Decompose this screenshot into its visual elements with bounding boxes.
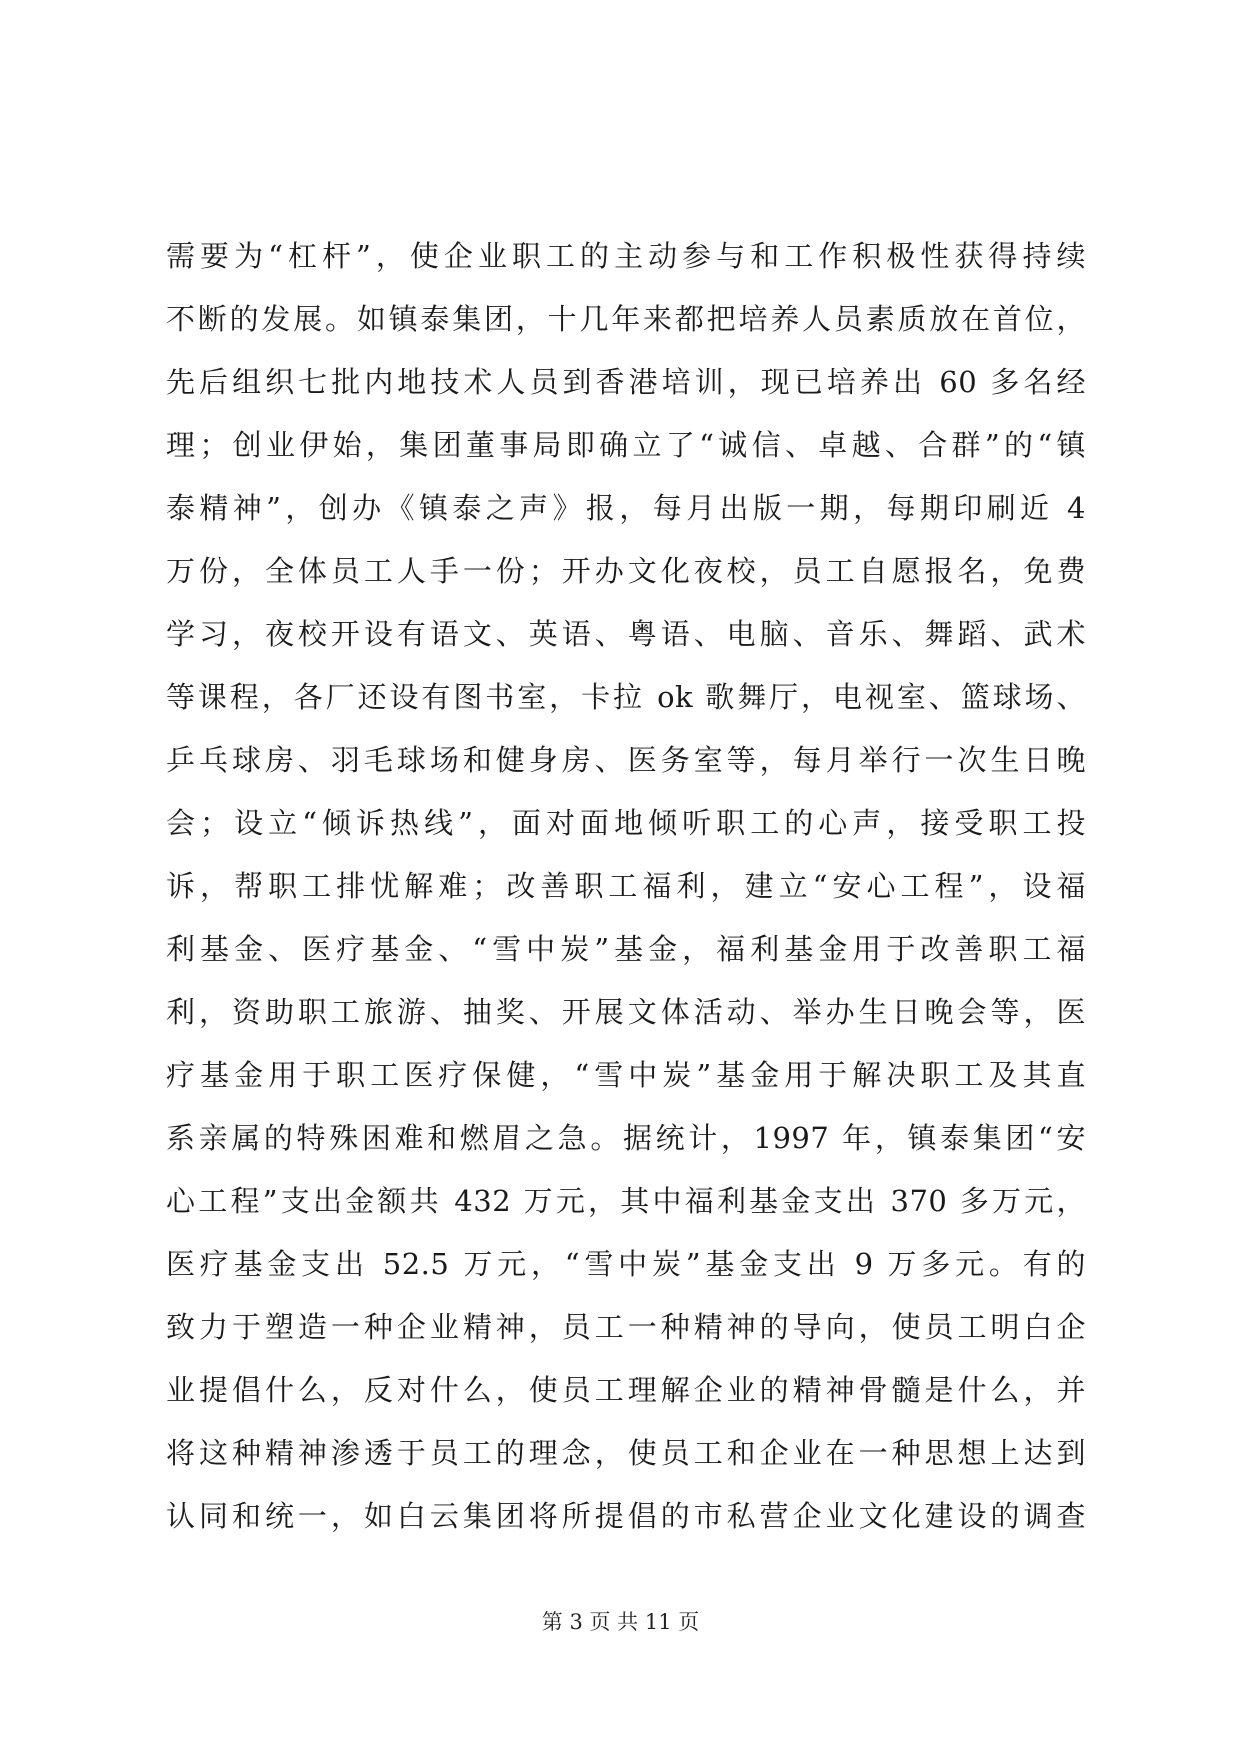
text-line-6: 万份，全体员工人手一份；开办文化夜校，员工自愿报名，免费	[166, 554, 1086, 588]
text-line-20: 将这种精神渗透于员工的理念，使员工和企业在一种思想上达到	[166, 1436, 1086, 1470]
text-line-7: 学习，夜校开设有语文、英语、粤语、电脑、音乐、舞蹈、武术	[166, 617, 1086, 651]
text-line-3: 先后组织七批内地技术人员到香港培训，现已培养出 60 多名经	[166, 365, 1086, 399]
text-line-19: 业提倡什么，反对什么，使员工理解企业的精神骨髓是什么，并	[166, 1373, 1086, 1407]
text-line-16: 心工程”支出金额共 432 万元，其中福利基金支出 370 多万元，	[166, 1184, 1086, 1218]
text-line-5: 泰精神”，创办《镇泰之声》报，每月出版一期，每期印刷近 4	[166, 491, 1086, 525]
text-line-15: 系亲属的特殊困难和燃眉之急。据统计，1997 年，镇泰集团“安	[166, 1121, 1086, 1155]
body-text	[166, 234, 1086, 1557]
text-line-14: 疗基金用于职工医疗保健，“雪中炭”基金用于解决职工及其直	[166, 1058, 1086, 1092]
text-line-12: 利基金、医疗基金、“雪中炭”基金，福利基金用于改善职工福	[166, 932, 1086, 966]
text-line-10: 会；设立“倾诉热线”，面对面地倾听职工的心声，接受职工投	[166, 806, 1086, 840]
text-line-18: 致力于塑造一种企业精神，员工一种精神的导向，使员工明白企	[166, 1310, 1086, 1344]
page-number-footer: 第 3 页 共 11 页	[541, 1610, 700, 1634]
text-line-21: 认同和统一，如白云集团将所提倡的市私营企业文化建设的调查	[166, 1499, 1086, 1533]
text-line-11: 诉，帮职工排忧解难；改善职工福利，建立“安心工程”，设福	[166, 869, 1086, 903]
text-line-9: 乒乓球房、羽毛球场和健身房、医务室等，每月举行一次生日晚	[166, 743, 1086, 777]
text-line-17: 医疗基金支出 52.5 万元，“雪中炭”基金支出 9 万多元。有的	[166, 1247, 1086, 1281]
text-line-2: 不断的发展。如镇泰集团，十几年来都把培养人员素质放在首位，	[166, 302, 1086, 336]
text-line-8: 等课程，各厂还设有图书室，卡拉 ok 歌舞厅，电视室、篮球场、	[166, 680, 1086, 714]
text-line-4: 理；创业伊始，集团董事局即确立了“诚信、卓越、合群”的“镇	[166, 428, 1086, 462]
text-line-1: 需要为“杠杆”，使企业职工的主动参与和工作积极性获得持续	[166, 239, 1086, 273]
text-line-13: 利，资助职工旅游、抽奖、开展文体活动、举办生日晚会等，医	[166, 995, 1086, 1029]
